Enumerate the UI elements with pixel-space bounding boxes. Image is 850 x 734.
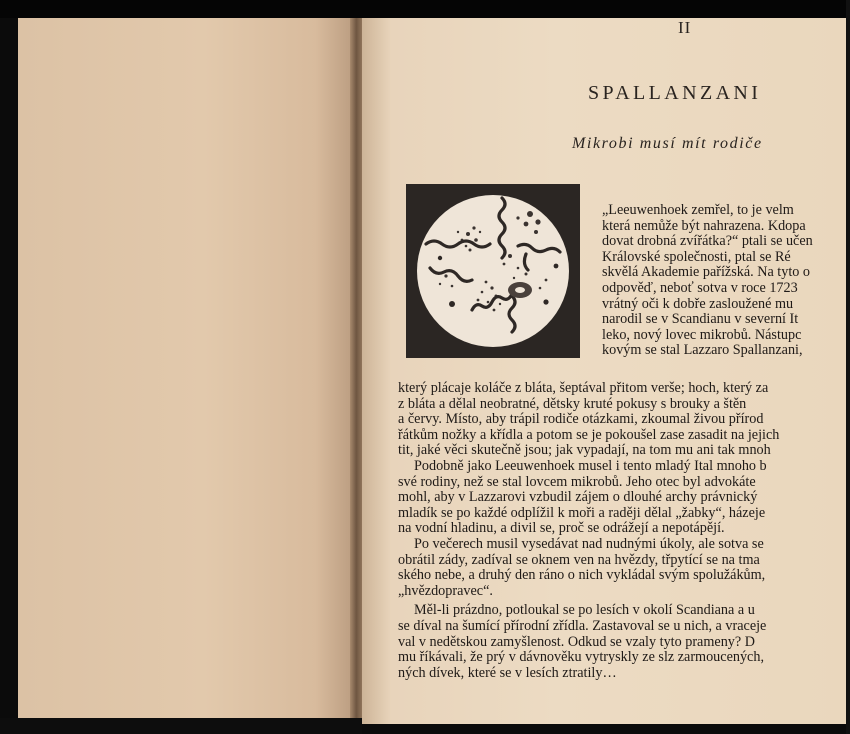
text-line: vrátný oči k dobře zasloužené mu — [602, 295, 794, 312]
chapter-title: SPALLANZANI — [588, 82, 762, 104]
text-line: narodil se v Scandianu v severní It — [602, 311, 799, 328]
text-line: Podobně jako Leeuwenhoek musel i tento mladý Ital mnoho b — [414, 457, 767, 474]
text-line: val v nedětskou zamyšlenost. Odkud se vzaly tyto prameny? D — [398, 633, 755, 650]
body-paragraphs — [398, 381, 779, 681]
text-line: na vodní hladinu, a divil se, proč se odrážejí a nepotápějí. — [398, 520, 725, 537]
text-line: leko, nový lovec mikrobů. Nástupc — [602, 326, 802, 343]
scan-top-border — [0, 0, 850, 18]
text-line: a červy. Místo, aby trápil rodiče otázkami, zkoumal živou přírod — [398, 411, 764, 428]
chapter-subtitle: Mikrobi musí mít rodiče — [572, 135, 763, 152]
text-line: řátkům nožky a křídla a potom se je pokoušel zase zasadit na jejich — [398, 426, 780, 443]
text-line: která nemůže být nahrazena. Kdopa — [602, 217, 806, 234]
text-line: který plácaje koláče z bláta, šeptával přitom verše; hoch, který za — [398, 380, 769, 396]
text-line: tit, jaké věci skutečně jsou; jak vypadají, na tom mu ani tak mnoh — [398, 442, 771, 459]
text-line: se díval na šumící přírodní zřídla. Zastavoval se u nich, a vraceje — [398, 617, 767, 634]
text-line: ského nebe, a druhý den ráno o nich vykládal svým spolužákům, — [398, 567, 766, 584]
text-line: Po večerech musil vysedávat nad nudnými úkoly, ale sotva se — [414, 535, 764, 552]
scan-right-border — [846, 0, 850, 734]
text-line: ných dívek, které se v lesích ztratily… — [398, 664, 617, 681]
text-line: Měl-li prázdno, potloukal se po lesích v okolí Scandiana a u — [414, 602, 755, 619]
text-line: mladík se po každé odplížil k moři a raději dělal „žabky“, házeje — [398, 504, 766, 521]
text-wrapped-around-illustration — [602, 203, 813, 359]
text-line: obrátil zády, zadíval se oknem ven na hvězdy, třpytící se na tma — [398, 551, 760, 568]
text-line: dovat drobná zvířátka?“ ptali se učen — [602, 233, 813, 250]
text-line: kovým se stal Lazzaro Spallanzani, — [602, 342, 803, 359]
text-line: odpověď, neboť sotva v roce 1723 — [602, 279, 798, 296]
text-line: z bláta a dělal neobratné, dětsky kruté pokusy s brouky a štěn — [398, 395, 747, 412]
text-line: své rodiny, než se stal lovcem mikrobů. Jeho otec byl advokáte — [398, 473, 756, 490]
text-line: „hvězdopravec“. — [398, 582, 493, 599]
text-line: mu říkávali, že prý v dávnověku vytryskly ze slz zarmoucených, — [398, 649, 764, 666]
left-page-blank — [18, 18, 356, 718]
chapter-number: II — [678, 18, 692, 37]
text-line: Královské společnosti, ptal se Ré — [602, 248, 791, 265]
scan-bottom-border — [0, 718, 362, 734]
microscope-view-microbes-icon — [406, 184, 580, 358]
text-line: „Leeuwenhoek zemřel, to je velm — [602, 202, 794, 218]
text-line: mohl, aby v Lazzarovi vzbudil zájem o dlouhé archy právnický — [398, 489, 758, 506]
text-line: skvělá Akademie pařížská. Na tyto o — [602, 264, 811, 281]
right-page — [362, 18, 846, 724]
